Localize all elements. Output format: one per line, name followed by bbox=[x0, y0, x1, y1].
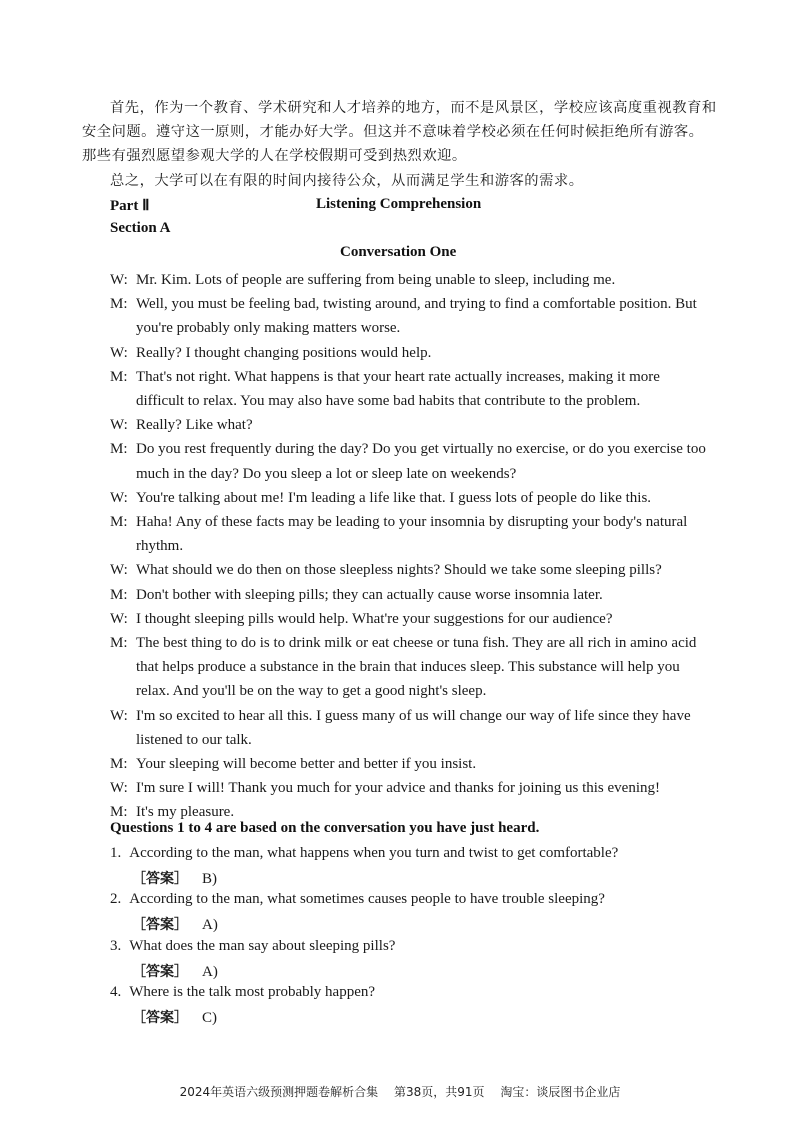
dialogue-line-continuation bbox=[136, 316, 722, 340]
footer-shop: 淘宝：谈辰图书企业店 bbox=[500, 1085, 621, 1099]
speaker-label: W: bbox=[110, 780, 128, 797]
speaker-label: W: bbox=[110, 562, 128, 579]
speaker-label: M: bbox=[110, 586, 128, 603]
dialogue-text: Really? Like what? bbox=[136, 417, 253, 434]
dialogue-line bbox=[110, 365, 722, 389]
dialogue-line-continuation bbox=[136, 389, 722, 413]
speaker-label: M: bbox=[110, 804, 128, 821]
dialogue-line bbox=[110, 292, 722, 316]
chinese-paragraph-1-line-2: 安全问题。遵守这一原则，才能办好大学。但这并不意味着学校必须在任何时候拒绝所有游客。 bbox=[82, 124, 704, 140]
dialogue-line bbox=[110, 341, 722, 365]
speaker-label: W: bbox=[110, 344, 128, 361]
dialogue-line-continuation bbox=[136, 534, 722, 558]
dialogue-text: Don't bother with sleeping pills; they can actually cause worse insomnia later. bbox=[136, 586, 603, 603]
dialogue-text: Do you rest frequently during the day? Do you get virtually no exercise, or do you exercise too bbox=[136, 441, 706, 458]
dialogue-text: The best thing to do is to drink milk or eat cheese or tuna fish. They are all rich in amino acid bbox=[136, 635, 697, 651]
dialogue-line bbox=[110, 510, 722, 534]
dialogue-line bbox=[110, 413, 722, 437]
dialogue-line bbox=[110, 268, 722, 292]
speaker-label: M: bbox=[110, 296, 128, 313]
dialogue-text: Haha! Any of these facts may be leading to your insomnia by disrupting your body's natural bbox=[136, 514, 688, 530]
answer-value: B) bbox=[202, 871, 217, 887]
answer-row bbox=[132, 1007, 217, 1027]
question-text: What does the man say about sleeping pills? bbox=[129, 937, 396, 954]
answer-label: ［答案］ bbox=[132, 871, 188, 887]
question-item bbox=[110, 891, 605, 908]
question-text: Where is the talk most probably happen? bbox=[129, 983, 376, 1000]
footer-page-number: 第38页，共91页 bbox=[393, 1085, 485, 1099]
answer-row bbox=[132, 961, 218, 981]
question-item bbox=[110, 845, 618, 862]
questions-header: Questions 1 to 4 are based on the conversation you have just heard. bbox=[110, 820, 540, 836]
section-label: Section A bbox=[110, 220, 171, 236]
dialogue-line-continuation bbox=[136, 728, 722, 752]
dialogue-text: Your sleeping will become better and better if you insist. bbox=[136, 756, 477, 772]
part-title: Listening Comprehension bbox=[316, 196, 482, 212]
dialogue-text: much in the day? Do you sleep a lot or sleep late on weekends? bbox=[136, 465, 517, 482]
speaker-label: W: bbox=[110, 417, 128, 434]
dialogue-line bbox=[110, 607, 722, 631]
question-number: 1. bbox=[110, 845, 122, 861]
part-label: Part Ⅱ bbox=[110, 198, 150, 214]
dialogue-text: I'm so excited to hear all this. I guess many of us will change our way of life since they have bbox=[136, 707, 691, 724]
dialogue-text: that helps produce a substance in the brain that induces sleep. This substance will help you bbox=[136, 659, 680, 676]
dialogue-text: You're talking about me! I'm leading a life like that. I guess lots of people do like this. bbox=[136, 489, 652, 506]
dialogue-text: Well, you must be feeling bad, twisting around, and trying to find a comfortable position. But bbox=[136, 296, 697, 313]
dialogue-text: I'm sure I will! Thank you much for your advice and thanks for joining us this evening! bbox=[136, 780, 660, 797]
dialogue-line bbox=[110, 776, 722, 800]
dialogue-text: That's not right. What happens is that your heart rate actually increases, making it more bbox=[136, 368, 660, 385]
conversation-title: Conversation One bbox=[340, 244, 457, 260]
dialogue-text: you're probably only making matters worse. bbox=[136, 320, 401, 337]
answer-label: ［答案］ bbox=[132, 1009, 188, 1026]
answer-label: ［答案］ bbox=[132, 917, 188, 934]
speaker-label: W: bbox=[110, 272, 128, 288]
dialogue-line bbox=[110, 486, 722, 510]
speaker-label: W: bbox=[110, 610, 128, 627]
speaker-label: M: bbox=[110, 368, 128, 385]
speaker-label: M: bbox=[110, 756, 128, 772]
dialogue-text: relax. And you'll be on the way to get a good night's sleep. bbox=[136, 683, 487, 700]
dialogue-text: I thought sleeping pills would help. What're your suggestions for our audience? bbox=[136, 610, 613, 627]
speaker-label: M: bbox=[110, 635, 128, 651]
speaker-label: W: bbox=[110, 707, 128, 724]
answer-row bbox=[132, 868, 217, 888]
dialogue-text: Really? I thought changing positions would help. bbox=[136, 344, 432, 361]
dialogue-text: rhythm. bbox=[136, 538, 184, 555]
answer-value: A) bbox=[202, 917, 218, 934]
answer-row bbox=[132, 914, 218, 934]
answer-label: ［答案］ bbox=[132, 963, 188, 980]
question-text: According to the man, what happens when you turn and twist to get comfortable? bbox=[129, 845, 619, 861]
dialogue-line bbox=[110, 437, 722, 461]
speaker-label: M: bbox=[110, 514, 128, 530]
chinese-paragraph-1-line-1: 首先，作为一个教育、学术研究和人才培养的地方，而不是风景区，学校应该高度重视教育和 bbox=[110, 100, 717, 116]
dialogue-text: It's my pleasure. bbox=[136, 804, 235, 821]
question-number: 3. bbox=[110, 937, 122, 954]
question-number: 2. bbox=[110, 891, 122, 908]
speaker-label: M: bbox=[110, 441, 128, 458]
dialogue-text: difficult to relax. You may also have some bad habits that contribute to the problem. bbox=[136, 393, 641, 409]
dialogue-line bbox=[110, 558, 722, 582]
answer-value: A) bbox=[202, 963, 218, 980]
dialogue-line-continuation bbox=[136, 655, 722, 679]
dialogue-line bbox=[110, 752, 722, 776]
dialogue-line-continuation bbox=[136, 462, 722, 486]
dialogue-line bbox=[110, 704, 722, 728]
chinese-paragraph-1-line-3: 那些有强烈愿望参观大学的人在学校假期可受到热烈欢迎。 bbox=[82, 148, 467, 164]
dialogue-line bbox=[110, 631, 722, 655]
dialogue-text: Mr. Kim. Lots of people are suffering from being unable to sleep, including me. bbox=[136, 272, 616, 288]
chinese-paragraph-2: 总之，大学可以在有限的时间内接待公众，从而满足学生和游客的需求。 bbox=[110, 173, 584, 189]
page-footer bbox=[0, 1083, 800, 1100]
dialogue-text: What should we do then on those sleepless nights? Should we take some sleeping pills? bbox=[136, 562, 662, 579]
dialogue-line-continuation bbox=[136, 679, 722, 703]
dialogue-text: listened to our talk. bbox=[136, 731, 252, 748]
question-text: According to the man, what sometimes causes people to have trouble sleeping? bbox=[129, 891, 605, 908]
question-item bbox=[110, 984, 375, 1001]
footer-book-title: 2024年英语六级预测押题卷解析合集 bbox=[179, 1085, 379, 1099]
speaker-label: W: bbox=[110, 489, 128, 506]
question-number: 4. bbox=[110, 983, 122, 1000]
dialogue-line bbox=[110, 583, 722, 607]
answer-value: C) bbox=[202, 1009, 217, 1026]
question-item bbox=[110, 938, 395, 955]
